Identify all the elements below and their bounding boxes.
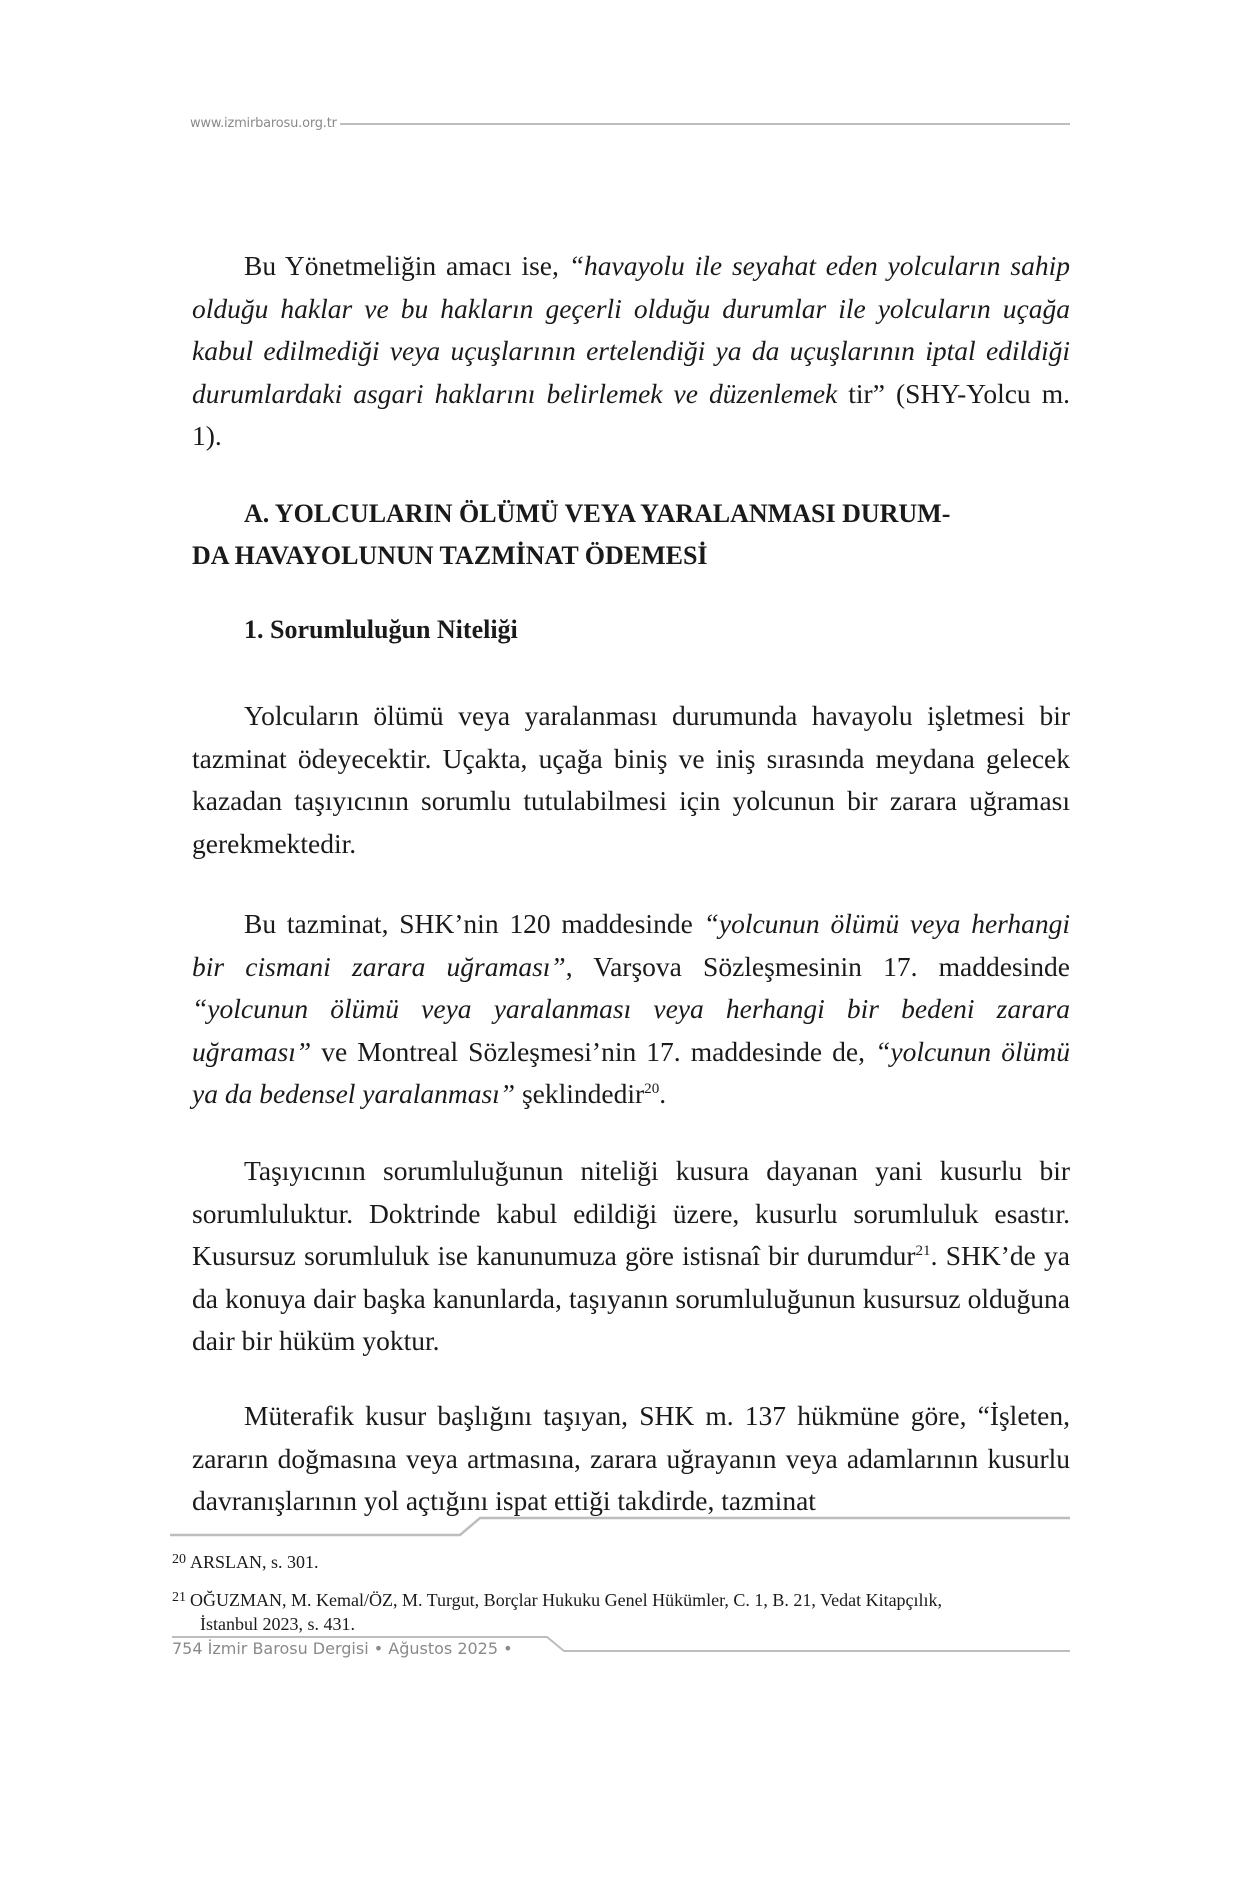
running-header xyxy=(190,113,1070,133)
paragraph-regulation-purpose xyxy=(192,245,1070,458)
p3-text-3: ve Montreal Sözleşmesi’nin 17. maddesinde de, xyxy=(311,1035,876,1067)
footnote-ref-21[interactable]: 21 xyxy=(915,1242,931,1259)
footnote-number: 21 xyxy=(172,1590,186,1605)
subsection-heading-1: 1. Sorumluluğun Niteliği xyxy=(244,615,518,644)
footer-page-info: 754 İzmir Barosu Dergisi • Ağustos 2025 • xyxy=(172,1639,513,1658)
paragraph-contributory-fault xyxy=(192,1395,1070,1523)
paragraph-compensation xyxy=(192,695,1070,865)
p3-text-4: şeklindedir xyxy=(515,1078,645,1109)
p3-quote-montreal: “yolcunun ölümü ya da bedensel yaralanması” xyxy=(192,1035,1070,1109)
p3-text-1: Bu tazminat, SHK’nin 120 maddesinde xyxy=(244,908,704,939)
section-heading-a xyxy=(192,493,1070,577)
p3-quote-shk: “yolcunun ölümü veya herhangi bir cismani zarara uğraması” xyxy=(192,908,1071,982)
p4-text-2: . SHK’de ya da konuya dair başka kanunlarda, taşıyanın sorumluluğunun kusursuz olduğuna dair bir hüküm yoktur. xyxy=(192,1240,1070,1356)
footnote-ref-20[interactable]: 20 xyxy=(644,1080,660,1097)
footnote-20 xyxy=(172,1548,1072,1574)
footnote-21 xyxy=(172,1586,1072,1636)
p1-quote: “havayolu ile seyahat eden yolcuların sahip olduğu haklar ve bu hakların geçerli olduğu durumlar ile yolcuların uçağa kabul edilmediği veya uçuşlarının ertelendiği ya da uçuşlarının iptal edildiği durumlardaki asgari haklarını belirlemek ve düzenlemek xyxy=(192,250,1070,409)
paragraph-liability-nature xyxy=(192,1150,1070,1363)
paragraph-legal-definitions xyxy=(192,903,1070,1116)
header-rule xyxy=(340,123,1070,125)
header-url: www.izmirbarosu.org.tr xyxy=(190,115,337,131)
p4-text-1: Taşıyıcının sorumluluğunun niteliği kusura dayanan yani kusurlu bir sorumluluktur. Doktrinde kabul edildiği üzere, kusurlu sorumluluk esastır. Kusursuz sorumluluk ise kanunumuza göre istisnaî bir durumdur xyxy=(192,1155,1070,1271)
footnote-separator xyxy=(170,1510,1070,1540)
footnote-text-continued: İstanbul 2023, s. 431. xyxy=(200,1614,355,1634)
p3-text-5: . xyxy=(659,1078,667,1109)
footnote-number: 20 xyxy=(172,1552,186,1567)
footnote-text: ARSLAN, s. 301. xyxy=(190,1552,319,1572)
section-heading-a-line1: A. YOLCULARIN ÖLÜMÜ VEYA YARALANMASI DURUM- xyxy=(244,499,951,528)
p1-tail: tir” (SHY-Yolcu m. 1). xyxy=(192,377,1070,451)
section-heading-a-line2: DA HAVAYOLUNUN TAZMİNAT ÖDEMESİ xyxy=(192,541,708,570)
p1-lead: Bu Yönetmeliğin amacı ise, xyxy=(244,250,569,281)
p2-text: Yolcuların ölümü veya yaralanması durumunda havayolu işletmesi bir tazminat ödeyecektir. Uçakta, uçağa biniş ve iniş sırasında meydana gelecek kazadan taşıyıcının sorumlu tutulabilmesi için yolcunun bir zarara uğraması gerekmektedir. xyxy=(192,700,1070,859)
footnote-text: OĞUZMAN, M. Kemal/ÖZ, M. Turgut, Borçlar Hukuku Genel Hükümler, C. 1, B. 21, Vedat Kitapçılık, xyxy=(190,1590,943,1610)
p3-quote-warsaw: “yolcunun ölümü veya yaralanması veya herhangi bir bedeni zarara uğraması” xyxy=(192,993,1070,1067)
footnotes xyxy=(172,1548,1072,1648)
running-footer xyxy=(172,1635,1070,1663)
p5-text: Müterafik kusur başlığını taşıyan, SHK m. 137 hükmüne göre, “İşleten, zararın doğmasına veya artmasına, zarara uğrayanın veya adamlarının kusurlu davranışlarının yol açtığını ispat ettiği takdirde, tazminat xyxy=(192,1400,1070,1516)
p3-text-2: , Varşova Sözleşmesinin 17. maddesinde xyxy=(565,950,1070,982)
